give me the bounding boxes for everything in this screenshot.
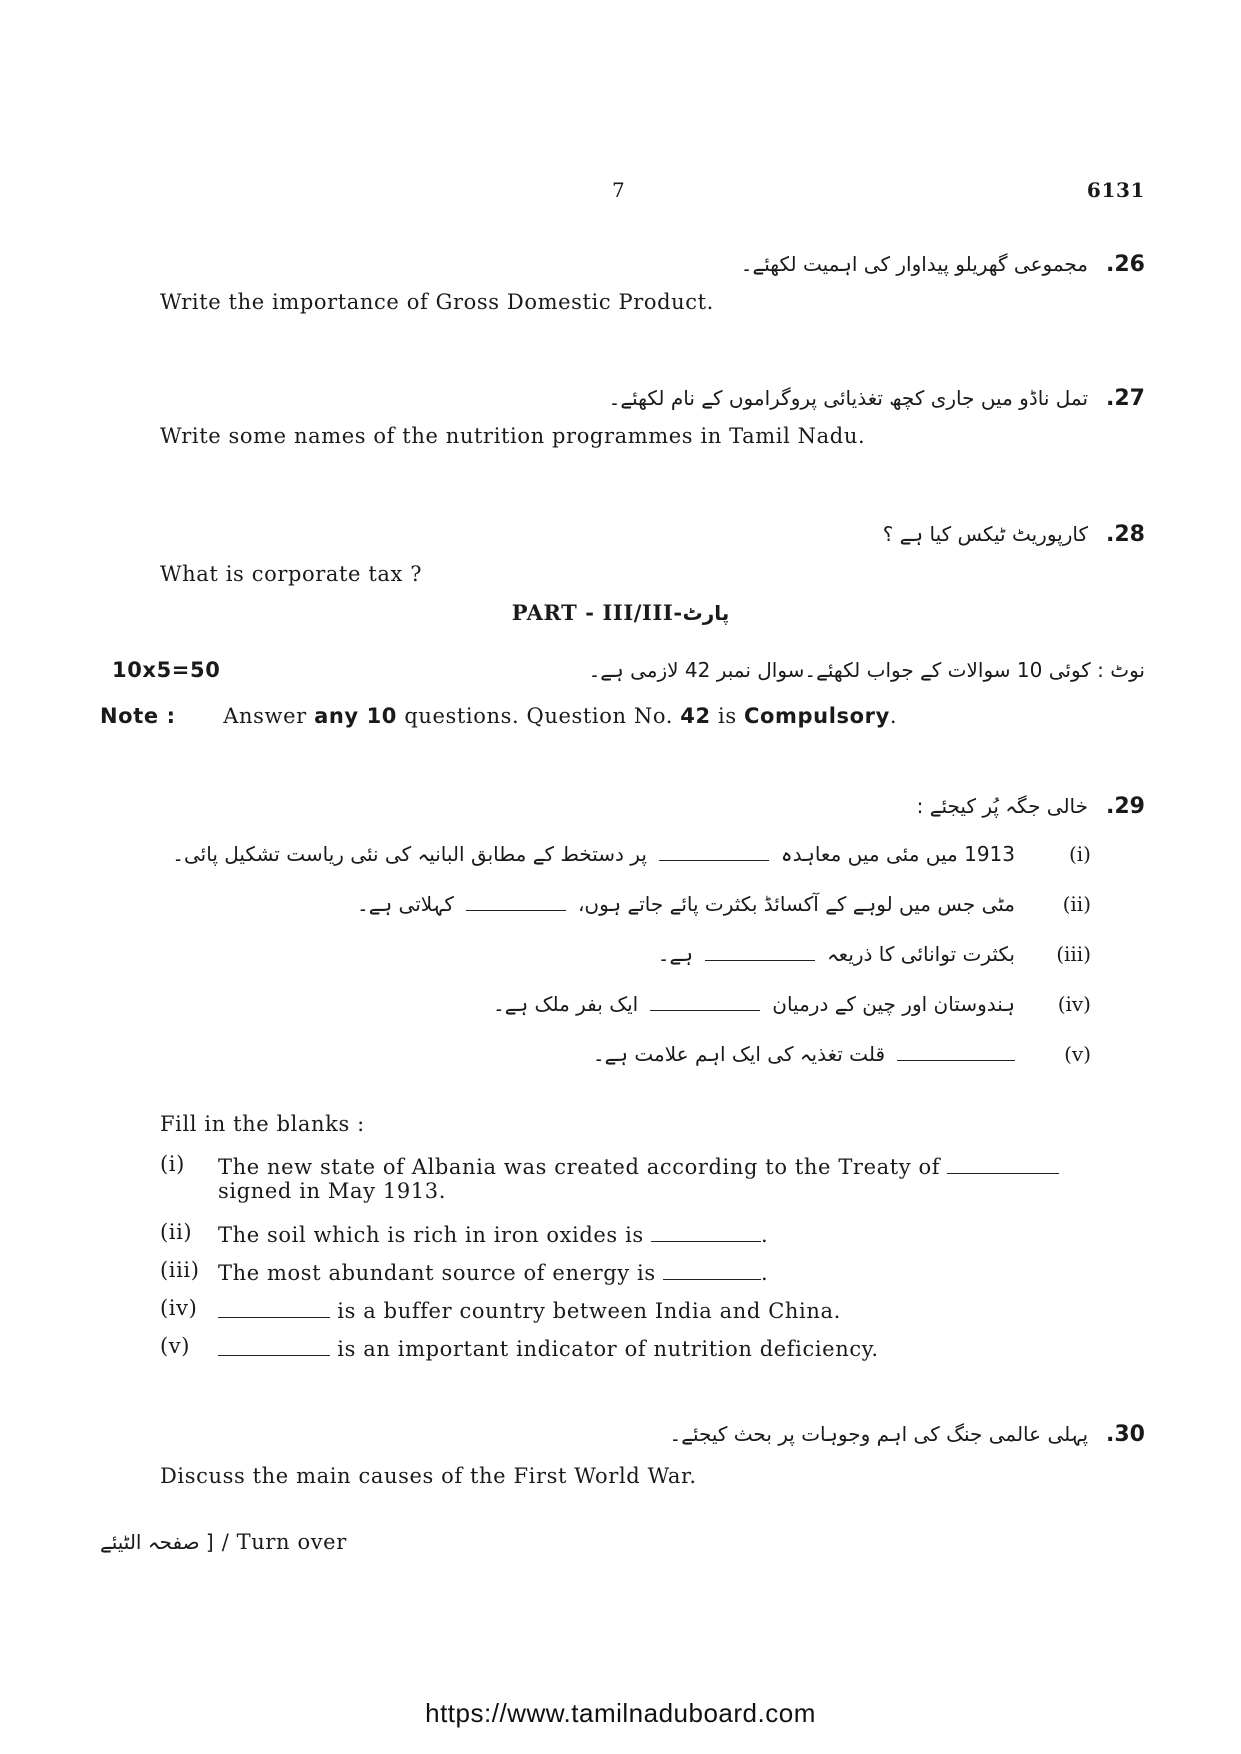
item-label: (v)	[1064, 1042, 1091, 1066]
blank-line	[466, 894, 566, 911]
item-label: (iii)	[1056, 942, 1091, 966]
page-number: 7	[612, 178, 626, 202]
blank-line	[663, 1258, 761, 1280]
q29-english-item-1: (i) The new state of Albania was created according to the Treaty of signed in May 1913.	[160, 1152, 1100, 1203]
q29-urdu-item-2: (ii) مٹی جس میں لوہے کے آکسائڈ بکثرت پائے جاتے ہوں، کہلاتی ہے۔	[357, 892, 1091, 916]
part-english: PART - III/III-	[511, 600, 683, 625]
q27-english: Write some names of the nutrition programmes in Tamil Nadu.	[160, 424, 866, 448]
note-pre: Answer	[223, 704, 307, 728]
q28-english: What is corporate tax ?	[160, 562, 423, 586]
q28-number: .28	[1106, 522, 1145, 547]
q30-header	[670, 1422, 1146, 1447]
q29-english-item-4: (iv) is a buffer country between India and China.	[160, 1296, 841, 1323]
turn-over-urdu: [ صفحہ الٹیئے	[100, 1530, 214, 1554]
blank-line	[947, 1152, 1059, 1174]
note-42: 42	[680, 704, 711, 728]
note-compulsory: Compulsory	[744, 704, 890, 728]
item-label: (iii)	[160, 1258, 200, 1282]
q29-urdu-item-1: (i) 1913 میں مئی میں معاہدہ پر دستخط کے مطابق البانیہ کی نئی ریاست تشکیل پائی۔	[172, 842, 1091, 866]
q26-number: .26	[1106, 252, 1145, 277]
note-end: .	[889, 704, 898, 728]
part-urdu: پارٹ	[682, 601, 730, 625]
item-label: (iv)	[160, 1296, 198, 1320]
blank-line	[218, 1334, 330, 1356]
part-heading	[0, 600, 1241, 625]
turn-over-english: / Turn over	[221, 1530, 347, 1554]
note-any10: any 10	[314, 704, 398, 728]
item-label: (ii)	[160, 1220, 193, 1244]
q29-english-title: Fill in the blanks :	[160, 1112, 365, 1136]
q30-urdu: پہلی عالمی جنگ کی اہم وجوہات پر بحث کیجئے۔	[669, 1422, 1089, 1446]
q29-urdu-item-4: (iv) ہندوستان اور چین کے درمیان ایک بفر ملک ہے۔	[493, 992, 1091, 1016]
q26-english: Write the importance of Gross Domestic Product.	[160, 290, 714, 314]
q29-urdu-item-5: (v) قلت تغذیہ کی ایک اہم علامت ہے۔	[592, 1042, 1091, 1066]
q28-header	[883, 522, 1145, 547]
q29-urdu-title: خالی جگہ پُر کیجئے :	[916, 794, 1089, 818]
blank-line	[705, 944, 815, 961]
item-label: (ii)	[1062, 892, 1091, 916]
note-urdu: نوٹ : کوئی 10 سوالات کے جواب لکھئے۔سوال نمبر 42 لازمی ہے۔	[588, 658, 1145, 682]
q26-header	[741, 252, 1145, 277]
q29-english-item-2: (ii) The soil which is rich in iron oxides is .	[160, 1220, 769, 1247]
item-label: (i)	[160, 1152, 185, 1176]
q29-header	[917, 794, 1145, 819]
q30-number: .30	[1106, 1422, 1145, 1447]
item-label: (v)	[160, 1334, 191, 1358]
blank-line	[897, 1044, 1015, 1061]
q28-urdu: کارپوریٹ ٹیکس کیا ہے ؟	[882, 522, 1089, 546]
marks: 10x5=50	[112, 658, 221, 682]
blank-line	[218, 1296, 330, 1318]
blank-line	[650, 994, 760, 1011]
q29-urdu-item-3: (iii) بکثرت توانائی کا ذریعہ ہے۔	[657, 942, 1091, 966]
item-label: (i)	[1068, 842, 1091, 866]
note-is: is	[718, 704, 737, 728]
q26-urdu: مجموعی گھریلو پیداوار کی اہمیت لکھئے۔	[740, 252, 1089, 276]
q29-english-item-5: (v) is an important indicator of nutrition deficiency.	[160, 1334, 879, 1361]
note-label: Note :	[100, 704, 176, 728]
q27-number: .27	[1106, 386, 1145, 411]
turn-over	[100, 1530, 347, 1554]
blank-line	[651, 1220, 761, 1242]
note-mid: questions. Question No.	[404, 704, 674, 728]
q27-header	[609, 386, 1145, 411]
item-label: (iv)	[1057, 992, 1091, 1016]
note-english	[100, 704, 1140, 728]
paper-code: 6131	[1086, 178, 1145, 202]
q29-number: .29	[1106, 794, 1145, 819]
q30-english: Discuss the main causes of the First World War.	[160, 1464, 697, 1488]
blank-line	[659, 844, 769, 861]
q29-english-item-3: (iii) The most abundant source of energy is .	[160, 1258, 769, 1285]
q27-urdu: تمل ناڈو میں جاری کچھ تغذیائی پروگراموں کے نام لکھئے۔	[608, 386, 1089, 410]
website-url[interactable]: https://www.tamilnaduboard.com	[425, 1698, 816, 1728]
